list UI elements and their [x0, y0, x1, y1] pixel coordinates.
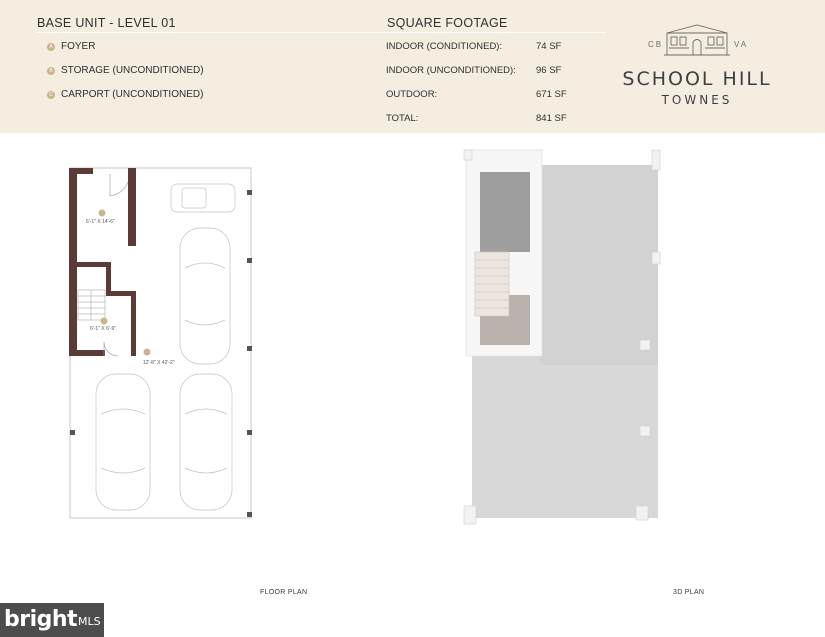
room-marker-icon: B [47, 67, 55, 75]
room-marker-icon: A [47, 43, 55, 51]
dim-carport: 12'-8" X 42'-2" [143, 360, 175, 366]
dim-storage: 6'-1" X 6'-9" [90, 326, 117, 332]
footage-value-total: 841 SF [536, 113, 567, 124]
square-footage-title: SQUARE FOOTAGE [387, 16, 508, 30]
footage-label-indoor-unconditioned: INDOOR (UNCONDITIONED): [386, 65, 516, 76]
watermark-brand: bright [4, 607, 78, 632]
room-label: FOYER [61, 41, 96, 52]
watermark-suffix: MLS [78, 615, 101, 628]
footage-label-outdoor: OUTDOOR: [386, 89, 438, 100]
floor-plan-caption: FLOOR PLAN [260, 589, 308, 596]
footage-label-total: TOTAL: [386, 113, 419, 124]
room-marker-icon: C [47, 91, 55, 99]
footage-value-indoor-conditioned: 74 SF [536, 41, 562, 52]
logo-subname: TOWNES [661, 93, 733, 107]
footage-value-indoor-unconditioned: 96 SF [536, 65, 562, 76]
dim-foyer: 6'-1" X 14'-6" [86, 219, 115, 225]
logo-right-letters: VA [734, 40, 749, 49]
footage-value-outdoor: 671 SF [536, 89, 567, 100]
footage-label-indoor-conditioned: INDOOR (CONDITIONED): [386, 41, 503, 52]
logo-name: SCHOOL HILL [622, 68, 772, 90]
plan-3d-caption: 3D PLAN [673, 589, 705, 596]
room-label: STORAGE (UNCONDITIONED) [61, 65, 204, 76]
room-label: CARPORT (UNCONDITIONED) [61, 89, 204, 100]
logo-left-letters: CB [648, 40, 664, 49]
unit-title: BASE UNIT - LEVEL 01 [37, 16, 176, 30]
bright-mls-watermark [0, 603, 104, 637]
